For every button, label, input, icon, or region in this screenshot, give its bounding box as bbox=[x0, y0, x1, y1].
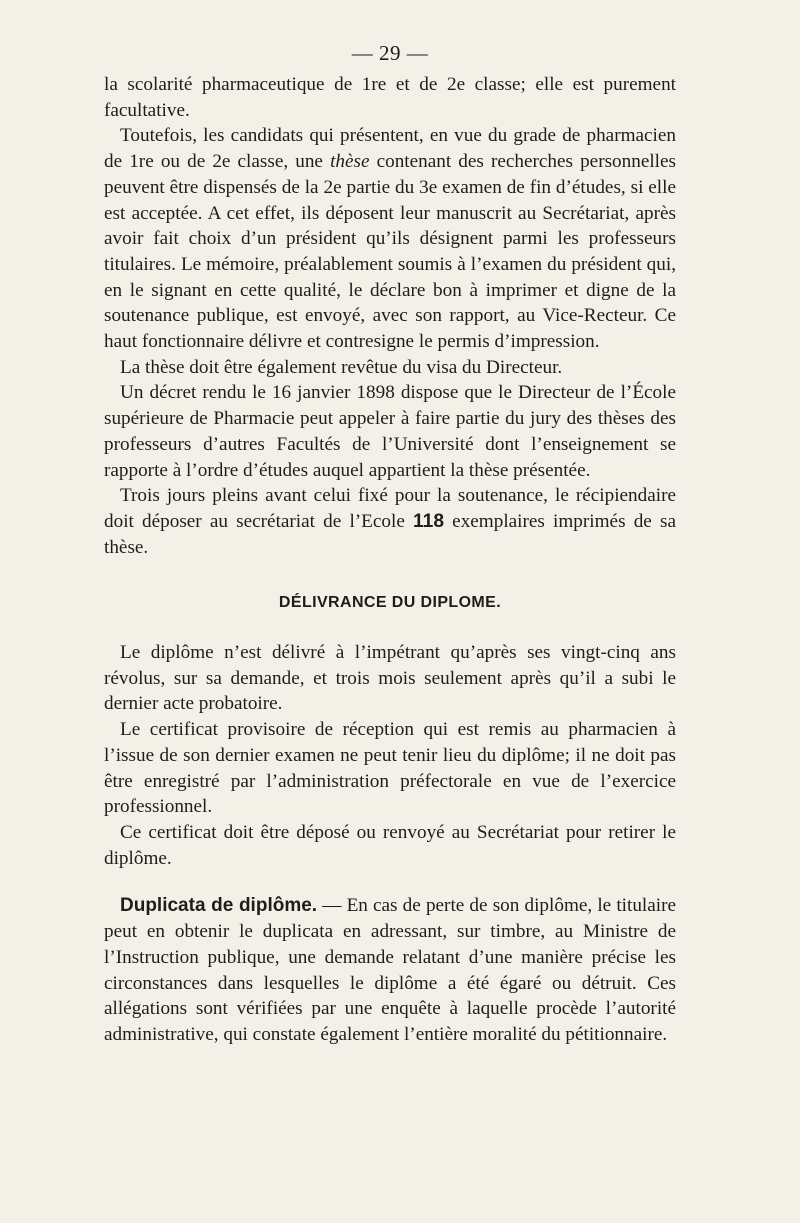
paragraph-these bbox=[104, 123, 676, 354]
paragraph-delivrance: Le diplôme n’est délivré à l’impétrant qu’après ses vingt-cinq ans révolus, sur sa demande, et trois mois seulement après qu’il a subi le dernier acte probatoire. bbox=[104, 642, 676, 715]
paragraph-scolarite: la scolarité pharmaceutique de 1re et de 2e classe; elle est purement facultative. bbox=[104, 74, 676, 121]
exemplaires-text-end: exemplaires imprimés de sa thèse. bbox=[104, 510, 676, 558]
paragraph-visa: La thèse doit être également revêtue du visa du Directeur. bbox=[120, 356, 563, 378]
these-emphasis: thèse bbox=[330, 151, 370, 173]
paragraph-exemplaires bbox=[104, 483, 676, 560]
paragraph-certificat: Le certificat provisoire de réception qui est remis au pharmacien à l’issue de son dernier examen ne peut tenir lieu du diplôme; il ne doit pas être enregistré par l’administration préfectorale en vue de l’exercice professionnel. bbox=[104, 719, 676, 818]
duplicata-heading: Duplicata de diplôme. bbox=[120, 895, 318, 917]
section-heading: DÉLIVRANCE DU DIPLOME. bbox=[278, 594, 502, 612]
paragraph-duplicata bbox=[104, 893, 676, 1047]
exemplaires-text-start: Trois jours pleins avant celui fixé pour la soutenance, le récipiendaire doit déposer au secrétariat de l’Ecole bbox=[104, 485, 676, 532]
paragraph-depot: Ce certificat doit être déposé ou renvoyé au Secrétariat pour retirer le diplôme. bbox=[104, 821, 676, 869]
duplicata-body: — En cas de perte de son diplôme, le titulaire peut en obtenir le duplicata en adressant, sur timbre, au Ministre de l’Instruction publique, une demande relatant d’une manière précise les circonstances dans lesquelles le diplôme a été égaré ou détruit. Ces allégations sont vérifiées par une enquête à laquelle procède l’autorité administrative, qui constate également l’entière moralité du pétitionnaire. bbox=[104, 895, 676, 1045]
exemplaires-count: 118 bbox=[413, 510, 444, 532]
paragraph-decret: Un décret rendu le 16 janvier 1898 dispose que le Directeur de l’École supérieure de Pharmacie peut appeler à faire partie du jury des thèses des professeurs d’autres Facultés de l’Université dont l’enseignement se rapporte à l’ordre d’études auquel appartient la thèse présentée. bbox=[104, 382, 676, 481]
page-number: — 29 — bbox=[351, 41, 429, 65]
these-text-start: Toutefois, les candidats qui présentent, en vue du grade de pharmacien de 1re ou de 2e classe, une bbox=[104, 125, 676, 173]
these-text-end: contenant des recherches personnelles peuvent être dispensés de la 2e partie du 3e examen de fin d’études, si elle est acceptée. A cet effet, ils déposent leur manuscrit au Secrétariat, après avoir fait choix d’un président qu’ils désignent parmi les professeurs titulaires. Le mémoire, préalablement soumis à l’examen du président qui, en le signant en cette qualité, le déclare bon à imprimer et digne de la soutenance publique, est envoyé, avec son rapport, au Vice-Recteur. Ce haut fonctionnaire délivre et contresigne le permis d’impression. bbox=[104, 151, 676, 353]
